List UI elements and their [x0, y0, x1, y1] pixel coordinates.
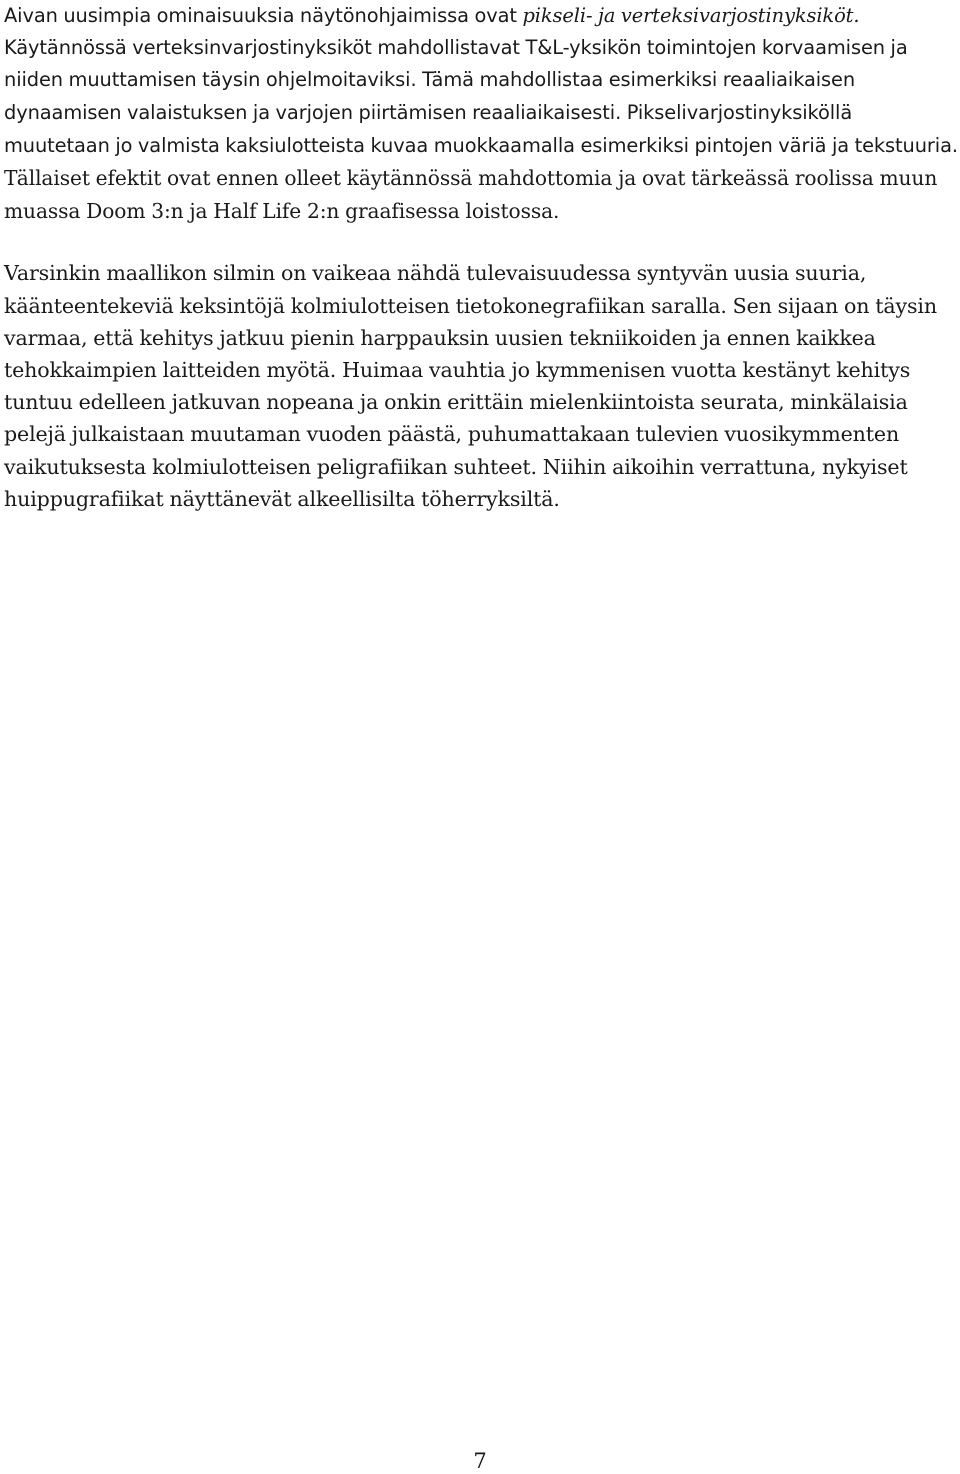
paragraph-1-body: Käytännössä verteksinvarjostinyksiköt mahdollistavat T&L-yksikön toimintojen korvaamisen ja niiden muuttamisen täysin ohjelmoitaviksi. Tämä mahdollistaa esimerkiksi reaaliaikaisen dynaamisen valaistuksen ja varjojen piirtämisen reaaliaikaisesti. Pikselivarjostinyksiköllä muutetaan jo valmista kaksiulotteista kuvaa muokkaamalla esimerkiksi pintojen väriä ja tekstuuria. [4, 36, 958, 157]
paragraph-graphics-shaders [4, 0, 960, 228]
page-number: 7 [473, 1449, 487, 1473]
paragraph-1-lead: Aivan uusimpia ominaisuuksia näytönohjaimissa ovat [4, 4, 523, 27]
paragraph-1-emphasis: pikseli- ja verteksivarjostinyksiköt. [522, 4, 860, 27]
paragraph-future-development: Varsinkin maallikon silmin on vaikeaa nähdä tulevaisuudessa syntyvän uusia suuria, käänteentekeviä keksintöjä kolmiulotteisen tietokonegrafiikan saralla. Sen sijaan on täysin varmaa, että kehitys jatkuu pienin harppauksin uusien tekniikoiden ja ennen kaikkea tehokkaimpien laitteiden myötä. Huimaa vauhtia jo kymmenisen vuotta kestänyt kehitys tuntuu edelleen jatkuvan nopeana ja onkin erittäin mielenkiintoista seurata, minkälaisia pelejä julkaistaan muutaman vuoden päästä, puhumattakaan tulevien vuosikymmenten vaikutuksesta kolmiulotteisen peligrafiikan suhteet. Niihin aikoihin verrattuna, nykyiset huippugrafiikat näyttänevät alkeellisilta töherryksiltä. [4, 261, 937, 511]
page-content [4, 0, 960, 515]
paragraph-1-tail: Tällaiset efektit ovat ennen olleet käytännössä mahdottomia ja ovat tärkeässä roolissa muun muassa Doom 3:n ja Half Life 2:n graafisessa loistossa. [4, 166, 938, 224]
